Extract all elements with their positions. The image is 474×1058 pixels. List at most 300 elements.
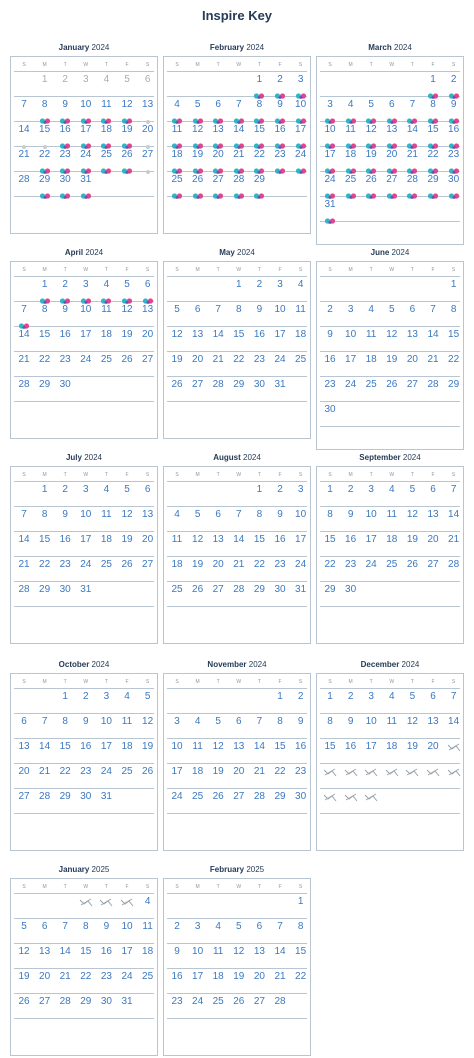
calendar-day[interactable] [341, 532, 361, 556]
calendar-day[interactable] [188, 919, 208, 943]
calendar-day[interactable] [35, 122, 55, 146]
calendar-day[interactable] [76, 352, 96, 376]
calendar-day[interactable] [167, 172, 187, 196]
calendar-day[interactable] [402, 377, 422, 401]
calendar-day[interactable] [188, 377, 208, 401]
calendar-day[interactable] [76, 147, 96, 171]
calendar-day[interactable] [76, 789, 96, 813]
calendar-day[interactable] [208, 994, 228, 1018]
calendar-day[interactable] [96, 994, 116, 1018]
calendar-day[interactable] [291, 277, 311, 301]
calendar-day[interactable] [320, 402, 340, 426]
calendar-day[interactable] [117, 532, 137, 556]
calendar-day[interactable] [76, 944, 96, 968]
calendar-day[interactable] [167, 377, 187, 401]
calendar-day[interactable] [14, 739, 34, 763]
calendar-day[interactable] [402, 147, 422, 171]
calendar-day[interactable] [320, 739, 340, 763]
calendar-day[interactable] [402, 557, 422, 581]
calendar-day[interactable] [320, 172, 340, 196]
calendar-day[interactable] [249, 72, 269, 96]
calendar-day[interactable] [270, 557, 290, 581]
calendar-day[interactable] [423, 172, 443, 196]
calendar-day[interactable] [270, 994, 290, 1018]
calendar-day[interactable] [291, 764, 311, 788]
calendar-day[interactable] [138, 894, 158, 918]
calendar-day[interactable] [35, 507, 55, 531]
calendar-day[interactable] [444, 277, 464, 301]
calendar-day[interactable] [35, 789, 55, 813]
calendar-day[interactable] [55, 302, 75, 326]
calendar-day[interactable] [291, 147, 311, 171]
calendar-day[interactable] [229, 739, 249, 763]
calendar-day[interactable] [229, 764, 249, 788]
calendar-day[interactable] [117, 327, 137, 351]
calendar-day[interactable] [382, 532, 402, 556]
calendar-day[interactable] [167, 352, 187, 376]
calendar-day[interactable] [208, 557, 228, 581]
calendar-day[interactable] [208, 789, 228, 813]
calendar-day[interactable] [14, 969, 34, 993]
calendar-day[interactable] [291, 482, 311, 506]
calendar-day[interactable] [96, 122, 116, 146]
calendar-day[interactable] [229, 377, 249, 401]
calendar-day[interactable] [382, 377, 402, 401]
calendar-day[interactable] [320, 122, 340, 146]
calendar-day[interactable] [320, 302, 340, 326]
calendar-day[interactable] [35, 352, 55, 376]
calendar-day[interactable] [423, 507, 443, 531]
calendar-day[interactable] [188, 969, 208, 993]
calendar-day[interactable] [14, 302, 34, 326]
calendar-day[interactable] [35, 944, 55, 968]
calendar-day[interactable] [138, 714, 158, 738]
calendar-day[interactable] [138, 944, 158, 968]
calendar-day[interactable] [117, 714, 137, 738]
calendar-day[interactable] [188, 764, 208, 788]
calendar-day[interactable] [291, 352, 311, 376]
calendar-day[interactable] [291, 72, 311, 96]
calendar-day[interactable] [138, 739, 158, 763]
calendar-day[interactable] [444, 172, 464, 196]
calendar-day[interactable] [341, 377, 361, 401]
calendar-day[interactable] [444, 507, 464, 531]
calendar-day[interactable] [249, 969, 269, 993]
calendar-day[interactable] [14, 532, 34, 556]
calendar-day[interactable] [167, 944, 187, 968]
calendar-day[interactable] [423, 97, 443, 121]
calendar-day[interactable] [117, 994, 137, 1018]
calendar-day[interactable] [382, 557, 402, 581]
calendar-day[interactable] [117, 944, 137, 968]
calendar-day[interactable] [444, 352, 464, 376]
calendar-day[interactable] [35, 377, 55, 401]
calendar-day[interactable] [208, 97, 228, 121]
calendar-day[interactable] [167, 97, 187, 121]
calendar-day[interactable] [229, 714, 249, 738]
calendar-day[interactable] [14, 122, 34, 146]
calendar-day[interactable] [229, 172, 249, 196]
calendar-day[interactable] [208, 377, 228, 401]
calendar-day[interactable] [167, 557, 187, 581]
calendar-day[interactable] [138, 764, 158, 788]
calendar-day[interactable] [382, 689, 402, 713]
calendar-day[interactable] [14, 327, 34, 351]
calendar-day[interactable] [208, 172, 228, 196]
calendar-day[interactable] [14, 172, 34, 196]
calendar-day[interactable] [55, 352, 75, 376]
calendar-day[interactable] [423, 557, 443, 581]
calendar-day[interactable] [167, 147, 187, 171]
calendar-day[interactable] [341, 482, 361, 506]
calendar-day[interactable] [76, 714, 96, 738]
calendar-day[interactable] [76, 739, 96, 763]
calendar-day[interactable] [361, 377, 381, 401]
calendar-day[interactable] [320, 377, 340, 401]
calendar-day[interactable] [14, 789, 34, 813]
calendar-day[interactable] [444, 122, 464, 146]
calendar-day[interactable] [117, 919, 137, 943]
calendar-day[interactable] [138, 122, 158, 146]
calendar-day[interactable] [117, 507, 137, 531]
calendar-day[interactable] [55, 482, 75, 506]
calendar-day[interactable] [423, 689, 443, 713]
calendar-day[interactable] [291, 689, 311, 713]
calendar-day[interactable] [167, 327, 187, 351]
calendar-day[interactable] [96, 277, 116, 301]
calendar-day[interactable] [444, 714, 464, 738]
calendar-day[interactable] [320, 507, 340, 531]
calendar-day[interactable] [423, 302, 443, 326]
calendar-day[interactable] [423, 122, 443, 146]
calendar-day[interactable] [423, 352, 443, 376]
calendar-day[interactable] [208, 714, 228, 738]
calendar-day[interactable] [35, 557, 55, 581]
calendar-day[interactable] [341, 122, 361, 146]
calendar-day[interactable] [188, 507, 208, 531]
calendar-day[interactable] [270, 919, 290, 943]
calendar-day[interactable] [229, 969, 249, 993]
calendar-day[interactable] [382, 147, 402, 171]
calendar-day[interactable] [402, 302, 422, 326]
calendar-day[interactable] [423, 714, 443, 738]
calendar-day[interactable] [444, 482, 464, 506]
calendar-day[interactable] [249, 919, 269, 943]
calendar-day[interactable] [444, 327, 464, 351]
calendar-day[interactable] [55, 507, 75, 531]
calendar-day[interactable] [229, 327, 249, 351]
calendar-day[interactable] [402, 532, 422, 556]
calendar-day[interactable] [382, 739, 402, 763]
calendar-day[interactable] [188, 122, 208, 146]
calendar-day[interactable] [249, 352, 269, 376]
calendar-day[interactable] [14, 919, 34, 943]
calendar-day[interactable] [291, 969, 311, 993]
calendar-day[interactable] [138, 97, 158, 121]
calendar-day[interactable] [270, 582, 290, 606]
calendar-day[interactable] [320, 97, 340, 121]
calendar-day[interactable] [361, 327, 381, 351]
calendar-day[interactable] [188, 172, 208, 196]
calendar-day[interactable] [117, 352, 137, 376]
calendar-day[interactable] [76, 507, 96, 531]
calendar-day[interactable] [382, 122, 402, 146]
calendar-day[interactable] [96, 302, 116, 326]
calendar-day[interactable] [188, 147, 208, 171]
calendar-day[interactable] [270, 689, 290, 713]
calendar-day[interactable] [249, 507, 269, 531]
calendar-day[interactable] [229, 97, 249, 121]
calendar-day[interactable] [35, 714, 55, 738]
calendar-day[interactable] [96, 557, 116, 581]
calendar-day[interactable] [138, 689, 158, 713]
calendar-day[interactable] [320, 352, 340, 376]
calendar-day[interactable] [291, 944, 311, 968]
calendar-day[interactable] [208, 944, 228, 968]
calendar-day[interactable] [444, 532, 464, 556]
calendar-day[interactable] [76, 557, 96, 581]
calendar-day[interactable] [96, 352, 116, 376]
calendar-day[interactable] [249, 377, 269, 401]
calendar-day[interactable] [249, 122, 269, 146]
calendar-day[interactable] [361, 739, 381, 763]
calendar-day[interactable] [208, 352, 228, 376]
calendar-day[interactable] [320, 327, 340, 351]
calendar-day[interactable] [35, 327, 55, 351]
calendar-day[interactable] [444, 147, 464, 171]
calendar-day[interactable] [167, 582, 187, 606]
calendar-day[interactable] [188, 739, 208, 763]
calendar-day[interactable] [14, 714, 34, 738]
calendar-day[interactable] [249, 532, 269, 556]
calendar-day[interactable] [229, 147, 249, 171]
calendar-day[interactable] [270, 482, 290, 506]
calendar-day[interactable] [117, 302, 137, 326]
calendar-day[interactable] [270, 327, 290, 351]
calendar-day[interactable] [402, 482, 422, 506]
calendar-day[interactable] [361, 147, 381, 171]
calendar-day[interactable] [361, 122, 381, 146]
calendar-day[interactable] [14, 352, 34, 376]
calendar-day[interactable] [382, 714, 402, 738]
calendar-day[interactable] [320, 147, 340, 171]
calendar-day[interactable] [76, 482, 96, 506]
calendar-day[interactable] [291, 97, 311, 121]
calendar-day[interactable] [138, 969, 158, 993]
calendar-day[interactable] [423, 482, 443, 506]
calendar-day[interactable] [117, 969, 137, 993]
calendar-day[interactable] [291, 789, 311, 813]
calendar-day[interactable] [249, 714, 269, 738]
calendar-day[interactable] [291, 894, 311, 918]
calendar-day[interactable] [402, 122, 422, 146]
calendar-day[interactable] [138, 507, 158, 531]
calendar-day[interactable] [341, 714, 361, 738]
calendar-day[interactable] [270, 507, 290, 531]
calendar-day[interactable] [188, 582, 208, 606]
calendar-day[interactable] [76, 277, 96, 301]
calendar-day[interactable] [270, 72, 290, 96]
calendar-day[interactable] [444, 97, 464, 121]
calendar-day[interactable] [138, 147, 158, 171]
calendar-day[interactable] [270, 714, 290, 738]
calendar-day[interactable] [229, 789, 249, 813]
calendar-day[interactable] [35, 994, 55, 1018]
calendar-day[interactable] [402, 97, 422, 121]
calendar-day[interactable] [402, 507, 422, 531]
calendar-day[interactable] [423, 147, 443, 171]
calendar-day[interactable] [76, 327, 96, 351]
calendar-day[interactable] [361, 482, 381, 506]
calendar-day[interactable] [96, 714, 116, 738]
calendar-day[interactable] [229, 302, 249, 326]
calendar-day[interactable] [138, 302, 158, 326]
calendar-day[interactable] [444, 557, 464, 581]
calendar-day[interactable] [249, 557, 269, 581]
calendar-day[interactable] [188, 532, 208, 556]
calendar-day[interactable] [96, 789, 116, 813]
calendar-day[interactable] [167, 919, 187, 943]
calendar-day[interactable] [320, 532, 340, 556]
calendar-day[interactable] [167, 764, 187, 788]
calendar-day[interactable] [423, 72, 443, 96]
calendar-day[interactable] [55, 582, 75, 606]
calendar-day[interactable] [55, 919, 75, 943]
calendar-day[interactable] [249, 994, 269, 1018]
calendar-day[interactable] [55, 969, 75, 993]
calendar-day[interactable] [188, 97, 208, 121]
calendar-day[interactable] [138, 277, 158, 301]
calendar-day[interactable] [138, 557, 158, 581]
calendar-day[interactable] [208, 969, 228, 993]
calendar-day[interactable] [270, 377, 290, 401]
calendar-day[interactable] [361, 352, 381, 376]
calendar-day[interactable] [249, 302, 269, 326]
calendar-day[interactable] [402, 327, 422, 351]
calendar-day[interactable] [208, 582, 228, 606]
calendar-day[interactable] [382, 327, 402, 351]
calendar-day[interactable] [423, 327, 443, 351]
calendar-day[interactable] [341, 327, 361, 351]
calendar-day[interactable] [35, 582, 55, 606]
calendar-day[interactable] [117, 147, 137, 171]
calendar-day[interactable] [270, 739, 290, 763]
calendar-day[interactable] [291, 714, 311, 738]
calendar-day[interactable] [55, 172, 75, 196]
calendar-day[interactable] [208, 122, 228, 146]
calendar-day[interactable] [361, 172, 381, 196]
calendar-day[interactable] [444, 72, 464, 96]
calendar-day[interactable] [167, 532, 187, 556]
calendar-day[interactable] [76, 994, 96, 1018]
calendar-day[interactable] [291, 122, 311, 146]
calendar-day[interactable] [229, 122, 249, 146]
calendar-day[interactable] [361, 507, 381, 531]
calendar-day[interactable] [35, 172, 55, 196]
calendar-day[interactable] [423, 739, 443, 763]
calendar-day[interactable] [361, 532, 381, 556]
calendar-day[interactable] [444, 689, 464, 713]
calendar-day[interactable] [76, 764, 96, 788]
calendar-day[interactable] [382, 352, 402, 376]
calendar-day[interactable] [76, 302, 96, 326]
calendar-day[interactable] [291, 532, 311, 556]
calendar-day[interactable] [291, 739, 311, 763]
calendar-day[interactable] [320, 582, 340, 606]
calendar-day[interactable] [270, 122, 290, 146]
calendar-day[interactable] [35, 764, 55, 788]
calendar-day[interactable] [167, 994, 187, 1018]
calendar-day[interactable] [55, 72, 75, 96]
calendar-day[interactable] [138, 72, 158, 96]
calendar-day[interactable] [208, 507, 228, 531]
calendar-day[interactable] [249, 172, 269, 196]
calendar-day[interactable] [361, 714, 381, 738]
calendar-day[interactable] [167, 507, 187, 531]
calendar-day[interactable] [270, 352, 290, 376]
calendar-day[interactable] [382, 482, 402, 506]
calendar-day[interactable] [55, 739, 75, 763]
calendar-day[interactable] [35, 97, 55, 121]
calendar-day[interactable] [291, 507, 311, 531]
calendar-day[interactable] [14, 944, 34, 968]
calendar-day[interactable] [229, 582, 249, 606]
calendar-day[interactable] [291, 557, 311, 581]
calendar-day[interactable] [188, 789, 208, 813]
calendar-day[interactable] [361, 97, 381, 121]
calendar-day[interactable] [270, 97, 290, 121]
calendar-day[interactable] [229, 994, 249, 1018]
calendar-day[interactable] [35, 969, 55, 993]
calendar-day[interactable] [55, 147, 75, 171]
calendar-day[interactable] [138, 532, 158, 556]
calendar-day[interactable] [76, 689, 96, 713]
calendar-day[interactable] [341, 689, 361, 713]
calendar-day[interactable] [96, 969, 116, 993]
calendar-day[interactable] [229, 507, 249, 531]
calendar-day[interactable] [320, 689, 340, 713]
calendar-day[interactable] [320, 557, 340, 581]
calendar-day[interactable] [55, 122, 75, 146]
calendar-day[interactable] [117, 277, 137, 301]
calendar-day[interactable] [167, 122, 187, 146]
calendar-day[interactable] [55, 532, 75, 556]
calendar-day[interactable] [96, 739, 116, 763]
calendar-day[interactable] [55, 97, 75, 121]
calendar-day[interactable] [208, 919, 228, 943]
calendar-day[interactable] [208, 302, 228, 326]
calendar-day[interactable] [291, 919, 311, 943]
calendar-day[interactable] [320, 197, 340, 221]
calendar-day[interactable] [55, 377, 75, 401]
calendar-day[interactable] [14, 377, 34, 401]
calendar-day[interactable] [270, 764, 290, 788]
calendar-day[interactable] [96, 764, 116, 788]
calendar-day[interactable] [55, 994, 75, 1018]
calendar-day[interactable] [76, 532, 96, 556]
calendar-day[interactable] [208, 327, 228, 351]
calendar-day[interactable] [444, 302, 464, 326]
calendar-day[interactable] [341, 97, 361, 121]
calendar-day[interactable] [320, 482, 340, 506]
calendar-day[interactable] [361, 689, 381, 713]
calendar-day[interactable] [382, 302, 402, 326]
calendar-day[interactable] [96, 919, 116, 943]
calendar-day[interactable] [117, 97, 137, 121]
calendar-day[interactable] [208, 764, 228, 788]
calendar-day[interactable] [76, 72, 96, 96]
calendar-day[interactable] [229, 944, 249, 968]
